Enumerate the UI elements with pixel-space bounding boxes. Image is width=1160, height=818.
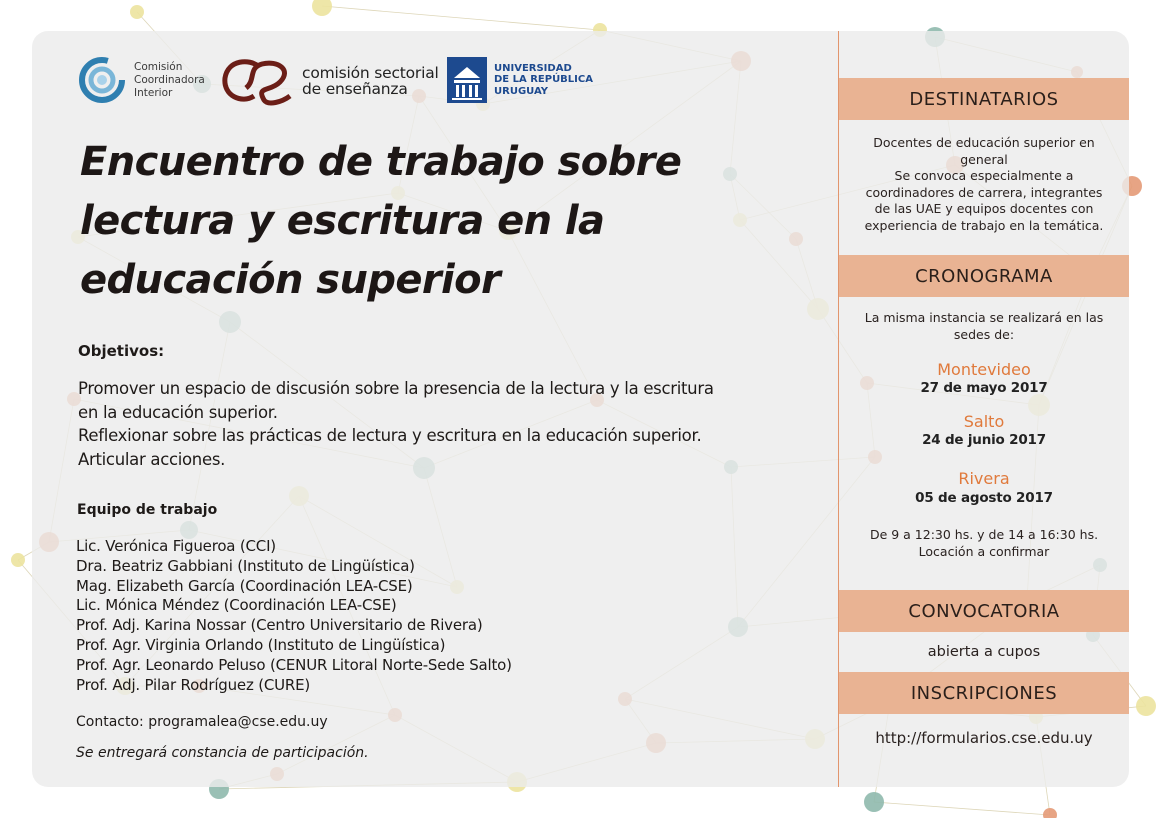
destinatarios-line: experiencia de trabajo en la temática.: [864, 217, 1104, 233]
network-node: [130, 5, 144, 19]
team-member: Lic. Mónica Méndez (Coordinación LEA-CSE): [76, 596, 397, 615]
venue-city: Rivera: [958, 469, 1010, 488]
registration-link[interactable]: http://formularios.cse.edu.uy: [875, 729, 1093, 747]
udelar-logo-line: URUGUAY: [494, 85, 548, 97]
university-building-icon: [446, 56, 488, 104]
cronograma-intro: [849, 310, 1119, 343]
inscripciones-heading: INSCRIPCIONES: [839, 672, 1129, 714]
cronograma-intro-line: sedes de:: [953, 326, 1015, 342]
cronograma-heading: CRONOGRAMA: [839, 255, 1129, 297]
cci-logo-line: Interior: [134, 86, 173, 99]
team-list: [76, 537, 512, 695]
schedule-hours-line: De 9 a 12:30 hs. y de 14 a 16:30 hs.: [869, 527, 1099, 542]
team-member: Prof. Agr. Virginia Orlando (Instituto de Lingüística): [76, 635, 446, 654]
objectives-list: [78, 377, 778, 471]
logo-cci: [78, 50, 205, 110]
objective-line: en la educación superior.: [78, 402, 278, 422]
title-line: educación superior: [80, 257, 501, 303]
network-node: [1043, 808, 1057, 818]
cse-logo-icon: [220, 56, 298, 106]
cse-logo-line: de enseñanza: [302, 80, 408, 98]
venue-date: 05 de agosto 2017: [915, 490, 1053, 506]
network-node: [11, 553, 25, 567]
cci-logo-line: Comisión: [134, 60, 183, 73]
venue-date: 27 de mayo 2017: [920, 380, 1048, 396]
convocatoria-heading: CONVOCATORIA: [839, 590, 1129, 632]
cse-logo-line: comisión sectorial: [302, 64, 439, 82]
cci-logo-line: Coordinadora: [134, 73, 205, 86]
logo-udelar: [446, 56, 593, 104]
objective-line: Articular acciones.: [78, 449, 226, 469]
venue-date: 24 de junio 2017: [922, 432, 1046, 448]
objective-line: Reflexionar sobre las prácticas de lectura y escritura en la educación superior.: [78, 426, 702, 445]
team-member: Dra. Beatriz Gabbiani (Instituto de Lingüística): [76, 556, 415, 575]
team-member: Prof. Adj. Karina Nossar (Centro Universitario de Rivera): [76, 616, 483, 635]
destinatarios-heading: DESTINATARIOS: [839, 78, 1129, 120]
destinatarios-line: general: [960, 151, 1008, 167]
udelar-logo-line: DE LA REPÚBLICA: [494, 74, 593, 86]
title-line: Encuentro de trabajo sobre: [80, 139, 682, 185]
destinatarios-line: Docentes de educación superior en: [873, 135, 1095, 150]
title-line: lectura y escritura en la: [80, 198, 605, 244]
contact-email: Contacto: programalea@cse.edu.uy: [76, 714, 328, 730]
destinatarios-text: [849, 135, 1119, 234]
team-member: Prof. Agr. Leonardo Peluso (CENUR Litoral Norte-Sede Salto): [76, 655, 512, 674]
convocatoria-text: abierta a cupos: [927, 644, 1041, 660]
venue-city: Montevideo: [937, 360, 1031, 379]
schedule-hours: [849, 527, 1119, 560]
objectives-heading: Objetivos:: [78, 342, 165, 360]
destinatarios-line: de las UAE y equipos docentes con: [874, 201, 1094, 216]
venue-city: Salto: [963, 412, 1005, 431]
team-member: Lic. Verónica Figueroa (CCI): [76, 537, 276, 555]
network-node: [312, 0, 332, 16]
page-title: [80, 133, 780, 310]
objective-line: Promover un espacio de discusión sobre la presencia de la lectura y la escritura: [78, 379, 714, 398]
cronograma-intro-line: La misma instancia se realizará en las: [864, 310, 1104, 325]
team-member: Prof. Adj. Pilar Rodríguez (CURE): [76, 675, 311, 694]
cci-logo-icon: [78, 50, 128, 110]
schedule-hours-line: Locación a confirmar: [918, 543, 1050, 559]
network-link: [322, 6, 600, 30]
destinatarios-line: Se convoca especialmente a: [894, 168, 1074, 183]
logo-cse: [220, 56, 439, 106]
team-member: Mag. Elizabeth García (Coordinación LEA-CSE): [76, 576, 413, 595]
team-heading: Equipo de trabajo: [77, 502, 218, 518]
network-node: [1136, 696, 1156, 716]
network-node: [864, 792, 884, 812]
network-link: [874, 802, 1050, 815]
destinatarios-line: coordinadores de carrera, integrantes: [865, 184, 1103, 200]
certificate-note: Se entregará constancia de participación.: [76, 745, 369, 761]
udelar-logo-line: UNIVERSIDAD: [494, 62, 572, 74]
